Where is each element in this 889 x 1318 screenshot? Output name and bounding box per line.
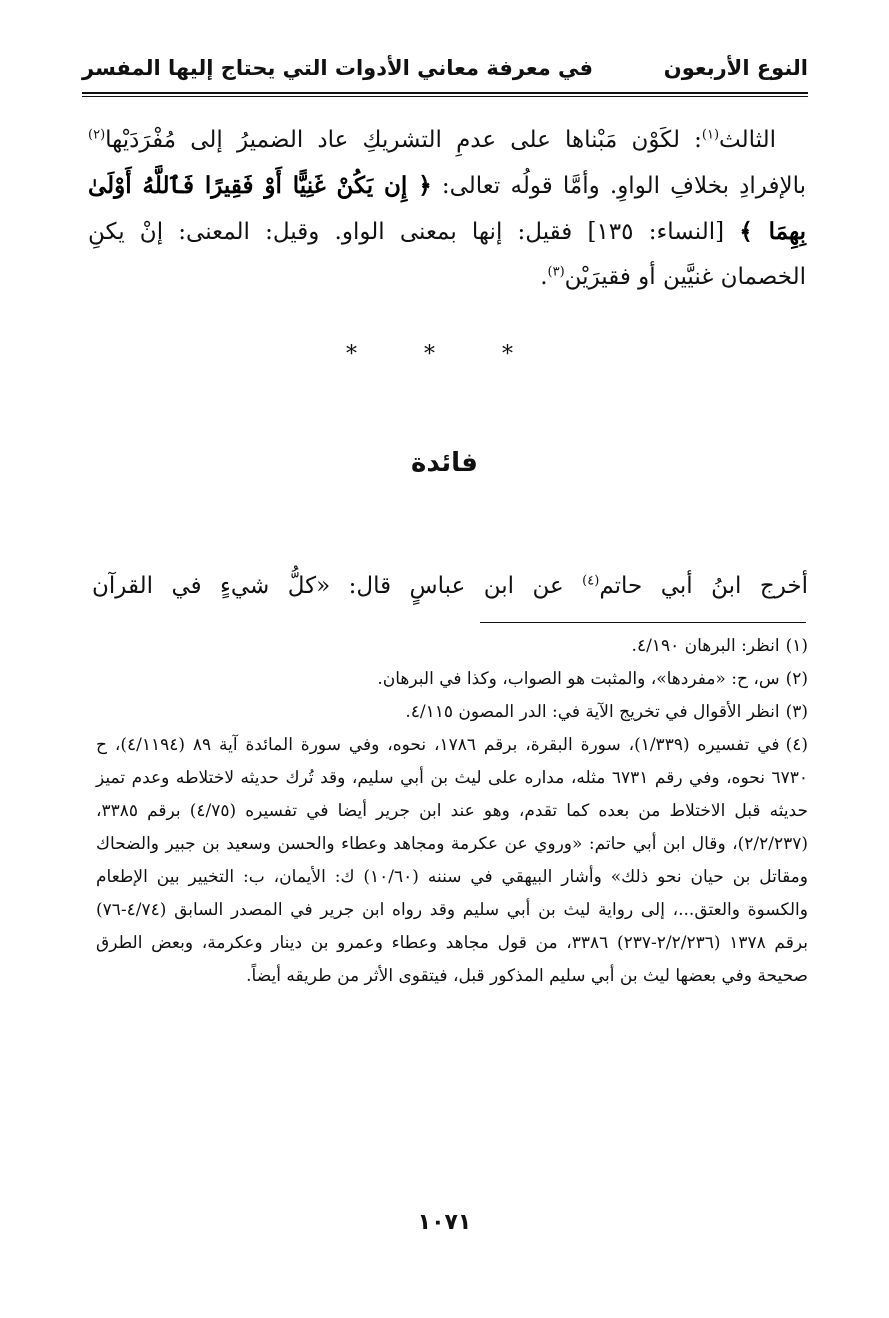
footnote-ref-3[interactable]: (٣) xyxy=(547,264,565,280)
footnotes xyxy=(96,630,808,993)
para-start: الثالث xyxy=(719,127,776,153)
footnote-text: انظر: البرهان ٤/١٩٠. xyxy=(631,636,780,656)
header-chapter-title: النوع الأربعون xyxy=(663,56,808,80)
para-text-3: [النساء: ١٣٥] فقيل: إنها بمعنى الواو. وقيل: المعنى: إنْ يكنِ الخصمان غنيَّين أو فقيرَيْن xyxy=(88,219,806,290)
benefit-text-end: عن ابن عباسٍ قال: «كلُّ شيءٍ في القرآن xyxy=(92,573,583,599)
footnote-3 xyxy=(96,696,808,729)
section-heading: فائدة xyxy=(411,448,478,478)
footnote-text: في تفسيره (١/٣٣٩)، سورة البقرة، برقم ١٧٨٦، نحوه، وفي سورة المائدة آية ٨٩ (٤/١١٩٤)، ح ٦٧٣٠ نحوه، وفي رقم ٦٧٣١ مثله، مداره على ليث بن أبي سليم، وقد تُرك حديثه لاختلاطه وعدم تميز حديثه قبل الاختلاط من بعده كما تقدم، وهو عند ابن جرير أيضا في تفسيره (٤/٧٥) برقم ٣٣٨٥، (٢/٢/٢٣٧)، وقال ابن أبي حاتم: «وروي عن عكرمة ومجاهد وعطاء والحسن وسعيد بن جبير والضحاك ومقاتل بن حيان نحو ذلك» وأشار البيهقي في سننه (١٠/٦٠) ك: الأيمان، ب: التخيير بين الإطعام والكسوة والعتق...، إلى رواية ليث بن أبي سليم وقد رواه ابن جرير في المصدر السابق (٤/٧٤-٧٦) برقم ١٣٧٨ (٢/٢/٢٣٦-٢٣٧) ٣٣٨٦، من قول مجاهد وعطاء وعمرو بن دينار وعكرمة، وبعض الطرق صحيحة وفي بعضها ليث بن أبي سليم المذكور قبل، فيتقوى الأثر من طريقه أيضاً. xyxy=(96,735,809,986)
footnote-ref-4[interactable]: (٤) xyxy=(582,573,600,589)
header-section-title: في معرفة معاني الأدوات التي يحتاج إليها المفسر xyxy=(82,56,594,80)
footnote-number: (٢) xyxy=(785,669,808,689)
para-end: . xyxy=(540,264,548,290)
footnote-1 xyxy=(96,630,808,663)
section-divider-stars: * * * xyxy=(346,342,543,367)
footnote-number: (٤) xyxy=(785,735,808,755)
paragraph-third xyxy=(88,118,806,300)
footnote-4 xyxy=(96,729,808,993)
benefit-text-start: أخرج ابنُ أبي حاتم xyxy=(599,573,808,599)
para-text-1: : لكَوْن مَبْناها على عدمِ التشريكِ عاد الضميرُ إلى مُفْرَدَيْها xyxy=(105,127,702,153)
page-number: ١٠٧١ xyxy=(417,1210,472,1235)
footnote-number: (٣) xyxy=(785,702,808,722)
main-text xyxy=(88,118,806,300)
footnote-separator xyxy=(480,622,806,623)
footnote-text: انظر الأقوال في تخريج الآية في: الدر المصون ٤/١١٥. xyxy=(405,702,780,722)
footnote-2 xyxy=(96,663,808,696)
header-rule-thin xyxy=(82,96,808,97)
header-rule xyxy=(82,92,808,94)
footnote-ref-1[interactable]: (١) xyxy=(701,127,720,143)
benefit-paragraph xyxy=(92,566,808,606)
footnote-number: (١) xyxy=(785,636,808,656)
para-text-2: بالإفرادِ بخلافِ الواوِ. وأمَّا قولُه تعالى: xyxy=(431,173,806,199)
quran-verse: ﴿ إِن يَكُنْ غَنِيًّا أَوْ فَقِيرًا فَٱللَّهُ أَوْلَىٰ بِهِمَا ﴾ xyxy=(88,172,806,245)
footnote-text: س، ح: «مفردها»، والمثبت هو الصواب، وكذا في البرهان. xyxy=(377,669,780,689)
footnote-ref-2[interactable]: (٢) xyxy=(88,127,106,143)
running-header xyxy=(82,48,808,88)
